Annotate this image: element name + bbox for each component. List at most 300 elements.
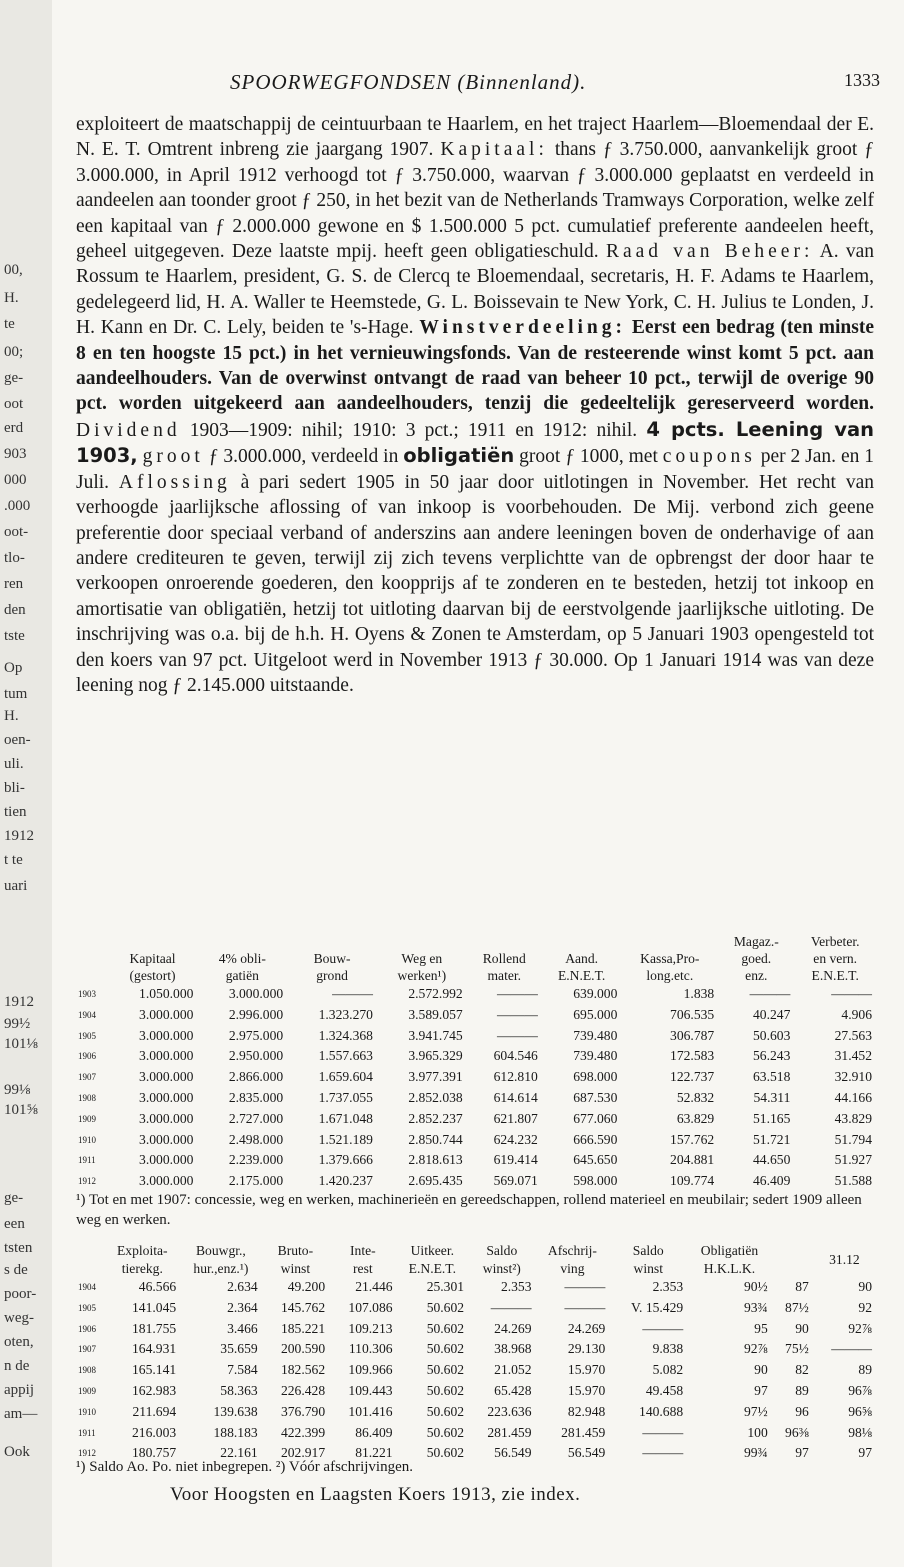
- year-cell: 1908: [78, 1092, 96, 1103]
- table-cell: 1.050.000: [139, 986, 194, 1001]
- table-row: [76, 1402, 876, 1423]
- gutter-fragment: 000: [4, 472, 27, 488]
- table-cell: 2.850.744: [408, 1131, 463, 1147]
- table-cell: 1.420.237: [318, 1173, 373, 1189]
- table-cell: 27.563: [834, 1027, 872, 1043]
- page-header: [120, 70, 880, 95]
- gutter-fragment: appij: [4, 1382, 34, 1398]
- table-cell: 81.221: [355, 1445, 393, 1461]
- table-cell: 2.950.000: [228, 1048, 284, 1064]
- table-cell: 2.852.038: [408, 1089, 463, 1105]
- table-cell: 92⅞: [848, 1320, 872, 1336]
- table-cell: 3.589.057: [408, 1006, 463, 1022]
- gutter-fragment: Op: [4, 660, 23, 676]
- table-cell: 54.311: [753, 1089, 791, 1105]
- column-header: Uitkeer. E.N.E.T.: [408, 1243, 456, 1276]
- column-header: Bouwgr., hur.,enz.¹): [193, 1243, 249, 1276]
- table-cell: 50.603: [752, 1027, 791, 1043]
- raad-label: Raad van Beheer:: [605, 241, 814, 263]
- leening-heading: 4 pcts. Leening van 1903,: [76, 417, 874, 468]
- table-cell: 96⅞: [848, 1382, 872, 1398]
- table-cell: 666.590: [573, 1131, 618, 1147]
- table-cell: 200.590: [280, 1341, 326, 1357]
- column-header: Weg en werken¹): [397, 951, 447, 983]
- paragraph-leening: ƒ 3.000.000, verdeeld in: [203, 446, 404, 468]
- year-cell: 1903: [78, 989, 96, 999]
- table-cell: 50.602: [426, 1382, 465, 1398]
- gutter-fragment: 99½: [4, 1016, 31, 1032]
- table-cell: 1.838: [683, 986, 715, 1001]
- balance-table: [76, 933, 876, 1192]
- gutter-fragment: .000: [4, 498, 31, 514]
- gutter-fragment: oten,: [4, 1334, 34, 1350]
- year-cell: 1910: [78, 1406, 96, 1417]
- table-cell: 306.787: [670, 1027, 715, 1043]
- results-table-header: [76, 1242, 876, 1277]
- table-cell: 3.000.000: [139, 1173, 194, 1189]
- paragraph-kapitaal: thans ƒ 3.750.000, aanvankelijk groot ƒ 3.000.000, in April 1912 verhoogd tot ƒ 3.750.000, waarvan ƒ 3.000.000 geplaatst en verdeeld in aandeelen aan toonder groot ƒ 250, in het bezit van de Netherlands Tramways Corporation, welke zelf een kapitaal van ƒ 2.000.000 gewone en $ 1.500.000 5 pct. cumulatief preferente aandeelen heeft, geheel uitgegeven. Deze laatste mpij. heeft geen obligatieschuld.: [76, 139, 874, 263]
- table-cell: 569.071: [493, 1173, 538, 1189]
- column-header: [76, 933, 108, 984]
- table-cell: 162.983: [131, 1382, 177, 1398]
- column-header: Afschrij- ving: [547, 1243, 597, 1276]
- gutter-fragment: tlo-: [4, 550, 25, 566]
- table-cell: 216.003: [131, 1424, 177, 1440]
- table-cell: 1.323.270: [318, 1006, 373, 1022]
- table-cell: 3.977.391: [408, 1069, 463, 1085]
- table-cell: 97: [754, 1382, 768, 1398]
- table-cell: 2.835.000: [228, 1089, 284, 1105]
- gutter-fragment: H.: [4, 708, 19, 724]
- table-row: [76, 1360, 876, 1381]
- table-row: [76, 984, 876, 1005]
- groot-label: groot: [142, 446, 204, 468]
- table-cell: ———: [642, 1424, 684, 1440]
- table-cell: ———: [497, 1027, 538, 1043]
- table-cell: 3.000.000: [139, 1027, 194, 1043]
- table-cell: 7.584: [227, 1362, 258, 1378]
- table-cell: 185.221: [280, 1320, 326, 1336]
- year-cell: 1911: [78, 1427, 96, 1438]
- table-cell: 645.650: [573, 1152, 618, 1168]
- column-header: [772, 1242, 813, 1277]
- header-row: [76, 1242, 876, 1277]
- gutter-fragment: 99⅛: [4, 1082, 31, 1098]
- table-cell: 49.200: [287, 1279, 326, 1294]
- table-cell: 25.301: [426, 1279, 465, 1294]
- table-cell: 90: [754, 1362, 768, 1378]
- table-cell: 1.557.663: [318, 1048, 373, 1064]
- table-cell: 50.602: [426, 1341, 465, 1357]
- table-row: [76, 1277, 876, 1298]
- table-cell: ———: [564, 1299, 606, 1315]
- table-cell: ———: [642, 1320, 684, 1336]
- column-header: 4% obli- gatiën: [218, 951, 266, 983]
- table-cell: 21.446: [355, 1279, 393, 1294]
- table-cell: 90: [795, 1320, 809, 1336]
- table-cell: 50.602: [426, 1445, 465, 1461]
- table-cell: 165.141: [131, 1362, 177, 1378]
- table-cell: 2.572.992: [408, 986, 463, 1001]
- table-cell: 180.757: [131, 1445, 177, 1461]
- table-cell: 82: [795, 1362, 809, 1378]
- table-cell: 56.549: [567, 1445, 606, 1461]
- table-cell: 695.000: [573, 1006, 618, 1022]
- table-row: [76, 1319, 876, 1340]
- year-cell: 1908: [78, 1365, 96, 1376]
- table-cell: 99¾: [743, 1445, 768, 1461]
- winstverdeeling-label: Winstverdeeling:: [419, 317, 627, 339]
- gutter-fragment: ren: [4, 576, 24, 592]
- table-cell: 95: [754, 1320, 768, 1336]
- year-cell: 1905: [78, 1302, 96, 1313]
- year-cell: 1909: [78, 1385, 96, 1396]
- page-number: 1333: [844, 70, 880, 90]
- table-cell: 109.966: [348, 1362, 393, 1378]
- table-cell: 92⅞: [743, 1341, 768, 1357]
- table-cell: 109.774: [670, 1173, 715, 1189]
- balance-footnote: ¹) Tot en met 1907: concessie, weg en werken, machinerieën en gereedschappen, rollend materieel en meubilair; sedert 1909 alleen weg en werken.: [76, 1192, 862, 1228]
- column-header: 31.12: [829, 1251, 860, 1267]
- table-cell: 182.562: [280, 1362, 326, 1378]
- paragraph-groot: groot ƒ 1000, met: [514, 446, 663, 468]
- closing-note: Voor Hoogsten en Laagsten Koers 1913, zie index.: [170, 1484, 581, 1505]
- table-cell: 122.737: [670, 1069, 715, 1085]
- table-cell: 29.130: [567, 1341, 606, 1357]
- year-cell: 1904: [78, 1009, 96, 1020]
- running-title: SPOORWEGFONDSEN (Binnenland).: [230, 70, 587, 94]
- table-row: [76, 1171, 876, 1192]
- table-cell: 24.269: [494, 1320, 532, 1336]
- table-cell: 24.269: [567, 1320, 606, 1336]
- column-header: Obligatiën H.K.L.K.: [700, 1243, 759, 1276]
- table-cell: 202.917: [280, 1445, 326, 1461]
- table-cell: 15.970: [567, 1382, 606, 1398]
- column-header: Saldo winst: [632, 1243, 664, 1276]
- table-row: [76, 1088, 876, 1109]
- table-cell: 101.416: [348, 1403, 393, 1419]
- table-cell: 44.650: [752, 1152, 791, 1168]
- table-cell: 2.498.000: [228, 1131, 284, 1147]
- table-cell: 9.838: [652, 1341, 684, 1357]
- table-cell: 63.518: [752, 1069, 791, 1085]
- table-row: [76, 1423, 876, 1444]
- table-cell: 51.794: [834, 1131, 872, 1147]
- table-cell: 624.232: [493, 1131, 538, 1147]
- table-cell: 3.000.000: [139, 1131, 194, 1147]
- table-cell: ———: [642, 1445, 684, 1461]
- table-cell: 211.694: [132, 1403, 177, 1419]
- table-cell: 96⅜: [785, 1424, 809, 1440]
- gutter-fragment: tum: [4, 686, 28, 702]
- table-cell: 3.965.329: [408, 1048, 463, 1064]
- table-cell: 2.818.613: [408, 1152, 463, 1168]
- gutter-fragment: bli-: [4, 780, 25, 796]
- table-cell: 639.000: [573, 986, 618, 1001]
- table-cell: 621.807: [493, 1110, 538, 1126]
- year-cell: 1911: [78, 1155, 96, 1166]
- column-header: Saldo winst²): [482, 1243, 521, 1276]
- table-cell: 739.480: [573, 1048, 618, 1064]
- table-row: [76, 1026, 876, 1047]
- table-cell: 40.247: [752, 1006, 791, 1022]
- table-cell: 90: [858, 1279, 872, 1294]
- gutter-fragment: H.: [4, 290, 19, 306]
- column-header: Bruto- winst: [277, 1243, 314, 1276]
- aflossing-label: Aflossing: [118, 471, 231, 493]
- table-cell: 44.166: [834, 1089, 872, 1105]
- table-cell: 612.810: [493, 1069, 538, 1085]
- year-cell: 1907: [78, 1072, 96, 1083]
- table-row: [76, 1109, 876, 1130]
- year-cell: 1904: [78, 1282, 96, 1292]
- table-cell: 698.000: [573, 1069, 618, 1085]
- gutter-fragment: 00,: [4, 262, 23, 278]
- table-cell: 98⅛: [848, 1424, 872, 1440]
- table-cell: 50.602: [426, 1362, 465, 1378]
- table-cell: ———: [490, 1299, 532, 1315]
- table-cell: 619.414: [493, 1152, 538, 1168]
- year-cell: 1912: [78, 1448, 96, 1459]
- table-cell: 3.000.000: [139, 1069, 194, 1085]
- table-cell: 2.975.000: [228, 1027, 284, 1043]
- table-cell: 1.671.048: [318, 1110, 373, 1126]
- table-cell: 3.000.000: [139, 1110, 194, 1126]
- gutter-fragment: t te: [4, 852, 23, 868]
- table-cell: 5.082: [652, 1362, 684, 1378]
- table-cell: 2.353: [500, 1279, 532, 1294]
- table-cell: 49.458: [645, 1382, 684, 1398]
- table-cell: 188.183: [213, 1424, 258, 1440]
- table-cell: V. 15.429: [630, 1299, 684, 1315]
- gutter-fragment: tien: [4, 804, 27, 820]
- gutter-fragment: s de: [4, 1262, 28, 1278]
- table-row: [76, 1067, 876, 1088]
- gutter-fragment: oot-: [4, 524, 29, 540]
- gutter-fragment: n de: [4, 1358, 30, 1374]
- table-cell: 3.466: [227, 1320, 258, 1336]
- table-cell: 598.000: [573, 1173, 618, 1189]
- header-row: [76, 933, 876, 984]
- dividend-label: Dividend: [76, 419, 181, 441]
- table-cell: 145.762: [280, 1299, 326, 1315]
- paragraph-intro: exploiteert de maatschappij de ceintuurbaan te Haarlem, en het traject Haarlem—Bloemendaal der E. N. E. T. Omtrent inbreng zie jaargang 1907.: [76, 114, 874, 161]
- gutter-fragment: poor-: [4, 1286, 37, 1302]
- table-cell: 35.659: [220, 1341, 258, 1357]
- paragraph-dividend: 1903—1909: nihil; 1910: 3 pct.; 1911 en 1912: nihil.: [180, 419, 638, 441]
- table-cell: 65.428: [494, 1382, 532, 1398]
- gutter-fragment: 101⅝: [4, 1102, 38, 1118]
- column-header: Verbeter. en vern. E.N.E.T.: [810, 934, 860, 983]
- table-cell: 38.968: [494, 1341, 532, 1357]
- gutter-fragment: een: [4, 1216, 25, 1232]
- table-cell: 1.659.604: [318, 1069, 373, 1085]
- table-cell: 93¾: [743, 1299, 768, 1315]
- gutter-fragment: tste: [4, 628, 25, 644]
- table-cell: 677.060: [573, 1110, 618, 1126]
- table-cell: 82.948: [567, 1403, 606, 1419]
- column-header: Magaz.- goed. enz.: [733, 934, 779, 983]
- table-cell: ———: [831, 986, 872, 1001]
- gutter-fragment: uari: [4, 878, 28, 894]
- table-cell: 157.762: [670, 1131, 715, 1147]
- table-cell: 4.906: [841, 1006, 872, 1022]
- table-cell: 281.459: [487, 1424, 532, 1440]
- table-cell: 2.353: [652, 1279, 684, 1294]
- company-description: [76, 112, 874, 698]
- table-cell: 140.688: [639, 1403, 684, 1419]
- table-cell: 2.695.435: [408, 1173, 463, 1189]
- gutter-fragment: tsten: [4, 1240, 33, 1256]
- gutter-fragment: te: [4, 316, 15, 332]
- year-cell: 1906: [78, 1051, 96, 1062]
- table-cell: ———: [564, 1279, 606, 1294]
- table-cell: 1.379.666: [318, 1152, 373, 1168]
- table-cell: 43.829: [834, 1110, 872, 1126]
- table-cell: 46.409: [752, 1173, 791, 1189]
- table-cell: 2.634: [227, 1279, 258, 1294]
- balance-table-header: [76, 933, 876, 984]
- gutter-fragment: Ook: [4, 1444, 30, 1460]
- gutter-fragment: den: [4, 602, 26, 618]
- column-header: [76, 1242, 104, 1277]
- column-header: Rollend mater.: [482, 951, 526, 983]
- gutter-fragment: erd: [4, 420, 24, 436]
- table-cell: 3.000.000: [139, 1152, 194, 1168]
- body-text: [76, 112, 874, 698]
- table-cell: 22.161: [220, 1445, 258, 1461]
- results-table: [76, 1242, 876, 1464]
- table-cell: 97: [795, 1445, 809, 1461]
- gutter-fragment: oen-: [4, 732, 31, 748]
- gutter-fragment: 903: [4, 446, 27, 462]
- table-cell: ———: [497, 986, 538, 1001]
- table-cell: 110.306: [348, 1341, 393, 1357]
- table-cell: 2.239.000: [228, 1152, 284, 1168]
- table-cell: 56.549: [494, 1445, 532, 1461]
- table-cell: 604.546: [493, 1048, 538, 1064]
- table-row: [76, 1046, 876, 1067]
- table-cell: 422.399: [280, 1424, 326, 1440]
- table-cell: 31.452: [834, 1048, 872, 1064]
- table-cell: 58.363: [220, 1382, 258, 1398]
- year-cell: 1909: [78, 1113, 96, 1124]
- gutter-fragment: weg-: [4, 1310, 34, 1326]
- table-cell: 51.927: [834, 1152, 872, 1168]
- table-cell: 226.428: [280, 1382, 326, 1398]
- table-cell: 3.000.000: [139, 1089, 194, 1105]
- table-cell: 2.364: [227, 1299, 258, 1315]
- column-header: Exploita- tierekg.: [117, 1243, 168, 1276]
- table-cell: 15.970: [567, 1362, 606, 1378]
- obligatien-label: obligatiën: [403, 444, 515, 468]
- table-cell: 2.996.000: [228, 1006, 284, 1022]
- table-cell: 51.165: [752, 1110, 791, 1126]
- table-cell: 223.636: [487, 1403, 532, 1419]
- table-cell: 50.602: [426, 1403, 465, 1419]
- table-cell: 89: [795, 1382, 809, 1398]
- table-cell: 109.443: [348, 1382, 393, 1398]
- year-cell: 1907: [78, 1344, 96, 1355]
- year-cell: 1912: [78, 1176, 96, 1187]
- paragraph-coupons: per 2 Jan. en 1 Juli.: [76, 446, 875, 493]
- gutter-fragment: am—: [4, 1406, 38, 1422]
- table-cell: 90½: [743, 1279, 768, 1294]
- gutter-fragment: 00;: [4, 344, 24, 360]
- table-cell: 51.588: [834, 1173, 872, 1189]
- column-header: Kapitaal (gestort): [129, 951, 176, 983]
- paragraph-winst: Eerst een bedrag (ten minste 8 en ten hoogste 15 pct.) in het vernieuwingsfonds. Van de resteerende winst komt 5 pct. aan aandeelhouders. Van de overwinst ontvangt de raad van beheer 10 pct., terwijl de overige 90 pct. worden uitgekeerd aan aandeelhouders, tenzij die gedeeltelijk gereserveerd worden.: [76, 317, 874, 415]
- table-cell: 1.521.189: [318, 1131, 373, 1147]
- table-cell: 139.638: [213, 1403, 258, 1419]
- table-cell: ———: [831, 1341, 872, 1357]
- table-row: [76, 1339, 876, 1360]
- results-table-body: [76, 1277, 876, 1464]
- table-cell: 89: [858, 1362, 872, 1378]
- table-cell: 3.000.000: [228, 986, 284, 1001]
- table-cell: 141.045: [131, 1299, 177, 1315]
- table-cell: 97: [858, 1445, 872, 1461]
- paragraph-aflossing: à pari sedert 1905 in 50 jaar door uitlotingen in November. Het recht van verhoogde jaarlijksche aflossing of van inkoop is voorbehouden. De Mij. verbond zich geene preferentie door speciaal verband of anderszins aan andere leeningen boven de onderhavige of aan andere crediteuren te geven, terwijl zij zich tevens verplichtte van de opbrengst der door haar te verkoopen onroerende goederen, den koopprijs af te zonderen en te besteden, hetzij tot inkoop en amortisatie van obligatiën, hetzij tot uitloting daarvan bij de eerstvolgende jaarlijksche uitloting. De inschrijving was o.a. bij de h.h. H. Oyens & Zonen te Amsterdam, op 5 Januari 1903 opengesteld tot den koers van 97 pct. Uitgeloot werd in November 1913 ƒ 30.000. Op 1 Januari 1914 was van deze leening nog ƒ 2.145.000 uitstaande.: [76, 471, 874, 696]
- table-cell: 21.052: [494, 1362, 532, 1378]
- table-cell: 181.755: [131, 1320, 177, 1336]
- table-cell: 96: [795, 1403, 809, 1419]
- gutter-fragment: 101⅛: [4, 1036, 38, 1052]
- table-cell: 172.583: [670, 1048, 715, 1064]
- table-cell: 2.175.000: [228, 1173, 284, 1189]
- table-cell: 56.243: [752, 1048, 791, 1064]
- table-row: [76, 1298, 876, 1319]
- table-cell: 107.086: [348, 1299, 393, 1315]
- table-row: [76, 1381, 876, 1402]
- table-cell: 109.213: [348, 1320, 393, 1336]
- gutter-fragment: uli.: [4, 756, 24, 772]
- column-header: Bouw- grond: [313, 951, 351, 983]
- table-row: [76, 1150, 876, 1171]
- column-header: Inte- rest: [350, 1243, 376, 1276]
- table-row: [76, 1130, 876, 1151]
- table-cell: 75½: [785, 1341, 809, 1357]
- table-cell: 32.910: [834, 1069, 872, 1085]
- table-cell: 1.737.055: [318, 1089, 373, 1105]
- table-cell: 2.866.000: [228, 1069, 284, 1085]
- table-cell: 100: [747, 1424, 768, 1440]
- table-cell: 614.614: [493, 1089, 538, 1105]
- balance-table-body: [76, 984, 876, 1192]
- gutter-fragment: 1912: [4, 994, 34, 1010]
- table-cell: 1.324.368: [318, 1027, 373, 1043]
- table-cell: ———: [749, 986, 791, 1001]
- kapitaal-label: Kapitaal:: [440, 139, 548, 161]
- table-cell: 3.941.745: [408, 1027, 463, 1043]
- table-cell: 50.602: [426, 1299, 465, 1315]
- table-cell: 96⅝: [848, 1403, 872, 1419]
- column-header: Aand. E.N.E.T.: [557, 951, 606, 983]
- paragraph-raad: A. van Rossum te Haarlem, president, G. S. de Clercq te Bloemendaal, secretaris, H. F. Adams te Haarlem, gedelegeerd lid, H. A. Waller te Heemstede, G. L. Boissevain te New York, C. H. Julius te Londen, J. H. Kann en Dr. C. Lely, beiden te 's-Hage.: [76, 241, 875, 339]
- left-margin-cropped-page: [0, 0, 52, 1567]
- table-cell: 52.832: [676, 1089, 715, 1105]
- table-cell: 50.602: [426, 1424, 465, 1440]
- year-cell: 1910: [78, 1134, 96, 1145]
- table-row: [76, 1005, 876, 1026]
- table-cell: 87½: [785, 1299, 809, 1315]
- table-cell: 281.459: [561, 1424, 606, 1440]
- table-cell: ———: [497, 1006, 538, 1022]
- table-cell: 687.530: [573, 1089, 618, 1105]
- table-cell: 2.852.237: [408, 1110, 463, 1126]
- table-cell: 204.881: [670, 1152, 715, 1168]
- table-cell: 86.409: [355, 1424, 393, 1440]
